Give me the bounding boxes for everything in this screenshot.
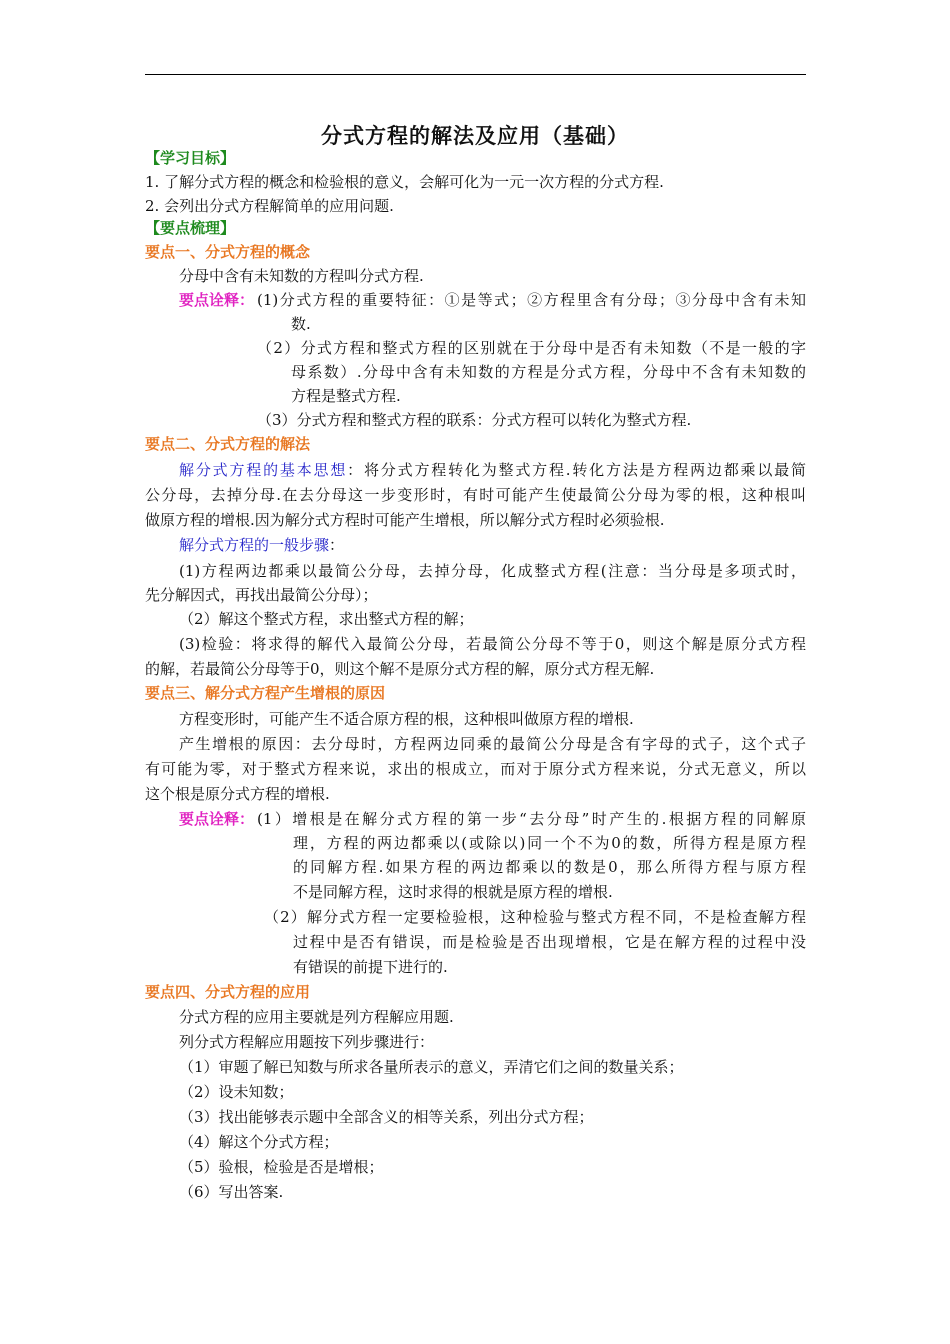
point-3-line-1: 方程变形时，可能产生不适合原方程的根，这种根叫做原方程的增根. bbox=[179, 710, 634, 728]
header-rule bbox=[145, 74, 806, 75]
point-1-note-2-cont-2: 方程是整式方程. bbox=[291, 387, 401, 405]
point-2-line-2: 公分母，去掉分母.在去分母这一步变形时，有时可能产生使最简公分母为零的根，这种根叫 bbox=[145, 486, 806, 504]
point-4-line-1: 分式方程的应用主要就是列方程解应用题. bbox=[179, 1008, 454, 1026]
point-4-line-2: 列分式方程解应用题按下列步骤进行： bbox=[179, 1033, 435, 1051]
point-2-step-2: （2）解这个整式方程，求出整式方程的解； bbox=[179, 610, 474, 628]
point-4-step-2: （2）设未知数； bbox=[179, 1083, 294, 1101]
point-3-line-2: 产生增根的原因：去分母时，方程两边同乘的最简公分母是含有字母的式子，这个式子 bbox=[179, 735, 806, 753]
point-3-note-1-cont-1: 理，方程的两边都乘以(或除以)同一个不为0的数，所得方程是原方程 bbox=[293, 834, 806, 852]
point-3-line-3: 有可能为零，对于整式方程来说，求出的根成立，而对于原分式方程来说，分式无意义，所以 bbox=[145, 760, 806, 778]
point-1-heading: 要点一、分式方程的概念 bbox=[145, 243, 311, 261]
page-title: 分式方程的解法及应用（基础） bbox=[321, 124, 629, 148]
point-1-note-label: 要点诠释： bbox=[179, 291, 255, 309]
point-3-note-1-cont-3: 不是同解方程，这时求得的根就是原方程的增根. bbox=[293, 883, 613, 901]
section-points-heading: 【要点梳理】 bbox=[145, 219, 236, 237]
point-1-note-1-cont: 数. bbox=[291, 315, 311, 333]
point-3-note-2: （2）解分式方程一定要检验根，这种检验与整式方程不同，不是检查解方程 bbox=[264, 908, 806, 926]
point-1-note-3: （3）分式方程和整式方程的联系：分式方程可以转化为整式方程. bbox=[257, 411, 692, 429]
basic-idea-label: 解分式方程的基本思想 bbox=[179, 461, 348, 479]
point-4-step-3: （3）找出能够表示题中全部含义的相等关系，列出分式方程； bbox=[179, 1108, 594, 1126]
point-1-note-2: （2）分式方程和整式方程的区别就在于分母中是否有未知数（不是一般的字 bbox=[257, 339, 806, 357]
point-4-heading: 要点四、分式方程的应用 bbox=[145, 983, 311, 1001]
goal-item-1: 1. 了解分式方程的概念和检验根的意义，会解可化为一元一次方程的分式方程. bbox=[145, 173, 664, 191]
point-2-steps-label: 解分式方程的一般步骤： bbox=[179, 536, 345, 554]
point-2-step-3: (3)检验：将求得的解代入最简公分母，若最简公分母不等于0，则这个解是原分式方程 bbox=[179, 635, 806, 653]
point-3-note-2-cont-1: 过程中是否有错误，而是检验是否出现增根，它是在解方程的过程中没 bbox=[293, 933, 806, 951]
point-2-line-1: 解分式方程的基本思想：将分式方程转化为整式方程.转化方法是方程两边都乘以最简 bbox=[179, 461, 806, 479]
point-3-heading: 要点三、解分式方程产生增根的原因 bbox=[145, 684, 386, 702]
point-2-line-3: 做原方程的增根.因为解分式方程时可能产生增根，所以解分式方程时必须验根. bbox=[145, 511, 665, 529]
point-1-note-2-cont-1: 母系数）.分母中含有未知数的方程是分式方程，分母中不含有未知数的 bbox=[291, 363, 806, 381]
point-3-line-4: 这个根是原分式方程的增根. bbox=[145, 785, 330, 803]
point-3-note-2-cont-2: 有错误的前提下进行的. bbox=[293, 958, 448, 976]
point-2-step-3-cont: 的解，若最简公分母等于0，则这个解不是原分式方程的解，原分式方程无解. bbox=[145, 660, 655, 678]
point-1-note-1: (1)分式方程的重要特征：①是等式；②方程里含有分母；③分母中含有未知 bbox=[257, 291, 806, 309]
point-3-note-1: (1）增根是在解分式方程的第一步“去分母”时产生的.根据方程的同解原 bbox=[257, 810, 806, 828]
point-4-step-6: （6）写出答案. bbox=[179, 1183, 284, 1201]
section-goals-heading: 【学习目标】 bbox=[145, 149, 236, 167]
point-1-definition: 分母中含有未知数的方程叫分式方程. bbox=[179, 267, 424, 285]
point-3-note-label: 要点诠释： bbox=[179, 810, 255, 828]
point-3-note-1-cont-2: 的同解方程.如果方程的两边都乘以的数是0，那么所得方程与原方程 bbox=[293, 858, 806, 876]
goal-item-2: 2. 会列出分式方程解简单的应用问题. bbox=[145, 197, 394, 215]
point-2-heading: 要点二、分式方程的解法 bbox=[145, 435, 311, 453]
point-4-step-4: （4）解这个分式方程； bbox=[179, 1133, 339, 1151]
point-2-step-1-cont: 先分解因式，再找出最简公分母）； bbox=[145, 586, 378, 604]
point-2-step-1: (1)方程两边都乘以最简公分母，去掉分母，化成整式方程(注意：当分母是多项式时， bbox=[179, 562, 806, 580]
point-4-step-5: （5）验根，检验是否是增根； bbox=[179, 1158, 384, 1176]
point-4-step-1: （1）审题了解已知数与所求各量所表示的意义，弄清它们之间的数量关系； bbox=[179, 1058, 684, 1076]
